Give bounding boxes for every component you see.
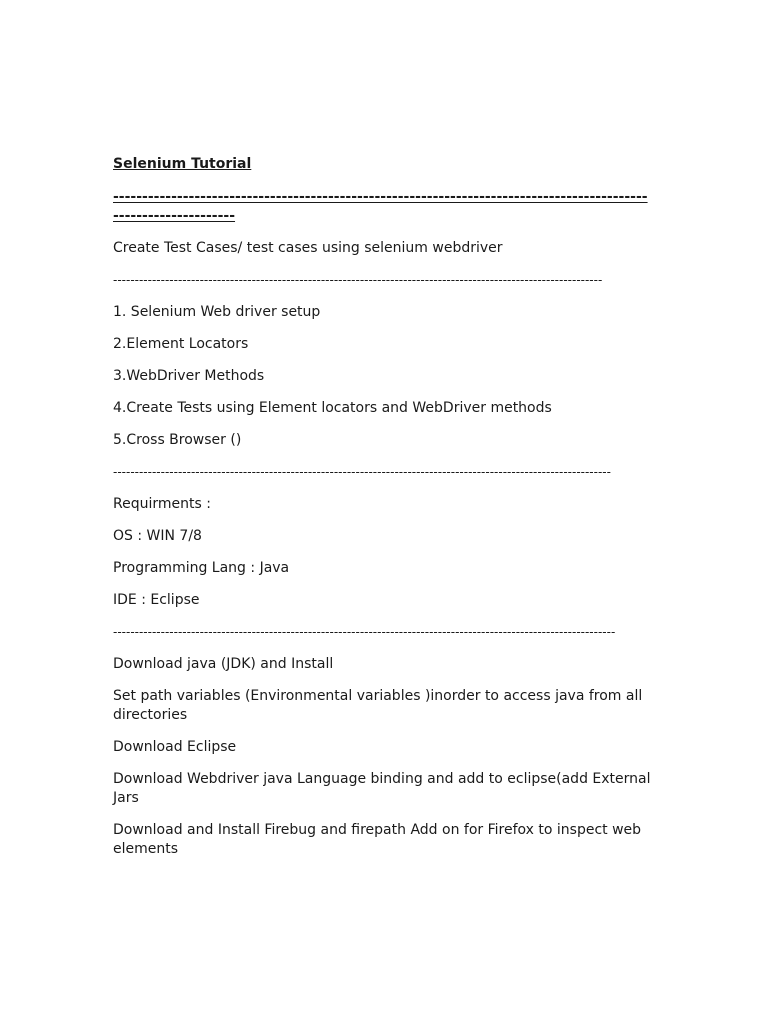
setup-step: Download Webdriver java Language binding and add to eclipse(add External Jars [113, 771, 651, 806]
topic-item: 1. Selenium Web driver setup [113, 304, 321, 320]
intro-text: Create Test Cases/ test cases using selenium webdriver [113, 240, 503, 256]
divider: ----------------------------------------------------------------------------------------------------------------- [113, 273, 603, 287]
setup-step: Download and Install Firebug and firepath Add on for Firefox to inspect web elements [113, 822, 642, 857]
setup-step: Download java (JDK) and Install [113, 656, 334, 672]
setup-step: Set path variables (Environmental variables )inorder to access java from all directories [113, 688, 643, 723]
requirement-item: Programming Lang : Java [113, 560, 290, 576]
topic-item: 3.WebDriver Methods [113, 368, 265, 384]
divider: -------------------------------------------------------------------------------------------------------------------- [113, 625, 616, 639]
requirements-heading: Requirments : [113, 496, 211, 512]
document-title: Selenium Tutorial [113, 156, 252, 172]
requirement-item: IDE : Eclipse [113, 592, 200, 608]
document-page [113, 155, 653, 872]
setup-step: Download Eclipse [113, 739, 237, 755]
divider-bold: ----------------------------------------------------------------------------------------------------------------- [113, 189, 648, 224]
topic-item: 5.Cross Browser () [113, 432, 242, 448]
topic-item: 2.Element Locators [113, 336, 249, 352]
topic-item: 4.Create Tests using Element locators and WebDriver methods [113, 400, 552, 416]
divider: ------------------------------------------------------------------------------------------------------------------- [113, 465, 611, 479]
requirement-item: OS : WIN 7/8 [113, 528, 202, 544]
